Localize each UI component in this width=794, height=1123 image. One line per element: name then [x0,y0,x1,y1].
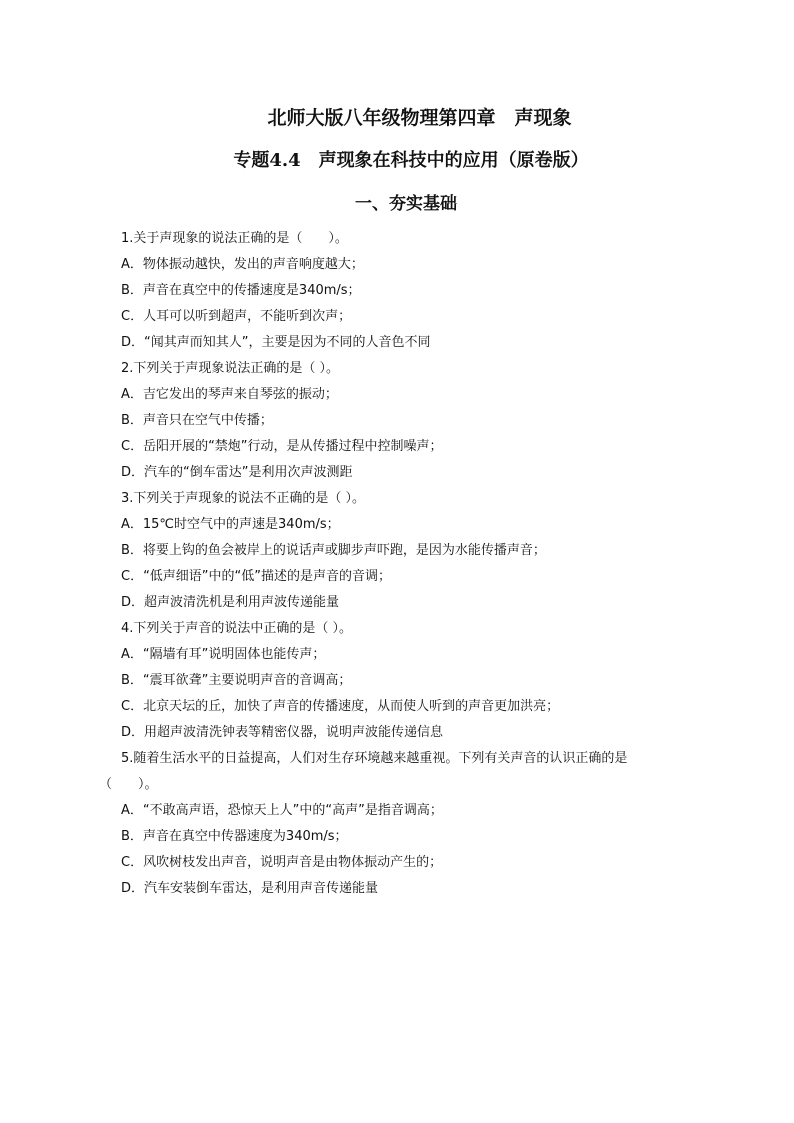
question-5-stem: 5.随着生活水平的日益提高，人们对生存环境越来越重视。下列有关声音的认识正确的是 [121,751,628,766]
document-subtitle: 专题4.4 声现象在科技中的应用（原卷版） [233,150,589,171]
question-1-option-d: D．“闻其声而知其人”，主要是因为不同的人音色不同 [121,335,431,350]
question-3-option-b: B．将要上钩的鱼会被岸上的说话声或脚步声吓跑，是因为水能传播声音； [121,543,546,558]
question-5-option-c: C．风吹树枝发出声音，说明声音是由物体振动产生的； [121,855,443,870]
question-4-option-d: D．用超声波清洗钟表等精密仪器，说明声波能传递信息 [121,725,444,740]
question-5-stem-continuation: （ ）。 [99,777,158,792]
question-2-option-d: D．汽车的“倒车雷达”是利用次声波测距 [121,465,353,480]
question-3-option-a: A．15℃时空气中的声速是340m/s； [121,517,340,532]
question-2-option-b: B．声音只在空气中传播； [121,413,273,428]
question-list [0,226,794,902]
question-4-option-c: C．北京天坛的丘，加快了声音的传播速度，从而使人听到的声音更加洪亮； [121,699,560,714]
question-1-option-b: B．声音在真空中的传播速度是340m/s； [121,283,361,298]
question-1-stem: 1.关于声现象的说法正确的是（ ）。 [121,231,348,246]
question-1-option-c: C．人耳可以听到超声，不能听到次声； [121,309,352,324]
section-heading: 一、夯实基础 [355,194,457,214]
document-title: 北师大版八年级物理第四章 声现象 [267,107,572,129]
question-4-option-a: A．“隔墙有耳”说明固体也能传声； [121,647,326,662]
question-3-stem: 3.下列关于声现象的说法不正确的是（ ）。 [121,491,366,506]
question-4-stem: 4.下列关于声音的说法中正确的是（ ）。 [121,621,353,636]
question-3-option-d: D．超声波清洗机是利用声波传递能量 [121,595,340,610]
question-2-option-c: C．岳阳开展的“禁炮”行动，是从传播过程中控制噪声； [121,439,443,454]
question-2-stem: 2.下列关于声现象说法正确的是（ ）。 [121,361,340,376]
question-4-option-b: B．“震耳欲聋”主要说明声音的音调高； [121,673,352,688]
question-1-option-a: A．物体振动越快，发出的声音响度越大； [121,257,364,272]
question-5-option-d: D．汽车安装倒车雷达，是利用声音传递能量 [121,881,379,896]
question-3-option-c: C．“低声细语”中的“低”描述的是声音的音调； [121,569,392,584]
question-2-option-a: A．吉它发出的琴声来自琴弦的振动； [121,387,338,402]
question-5-option-a: A．“不敢高声语，恐惊天上人”中的“高声”是指音调高； [121,803,443,818]
question-5-option-b: B．声音在真空中传器速度为340m/s； [121,829,348,844]
